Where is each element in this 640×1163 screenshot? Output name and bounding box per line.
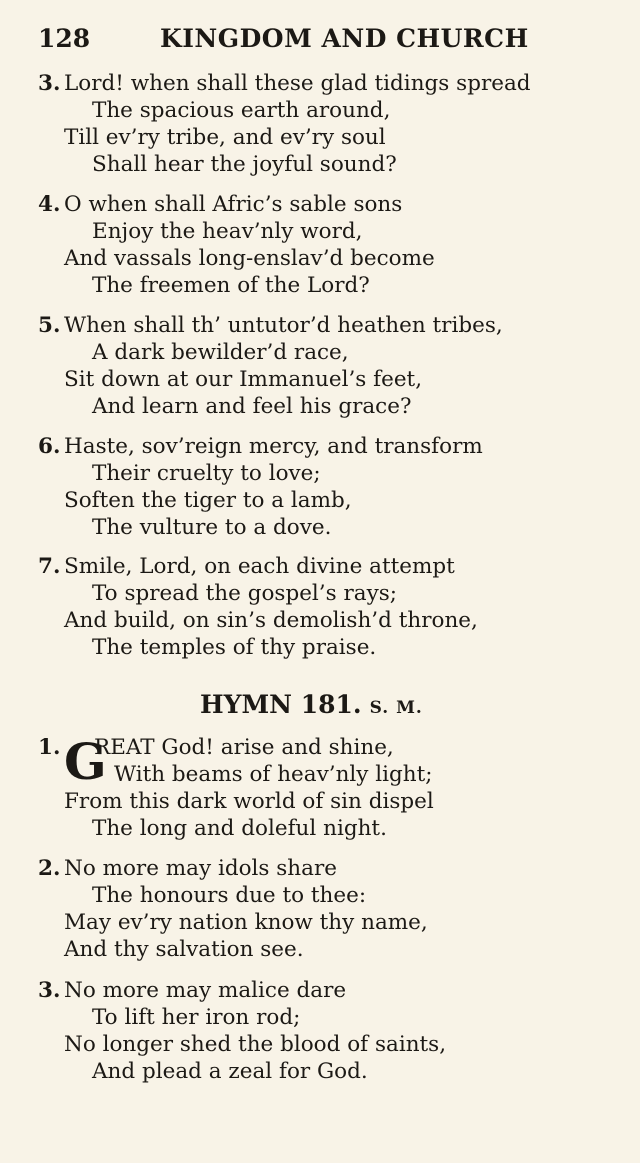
verse-line: No longer shed the blood of saints, [64, 1032, 447, 1057]
verse-line: The spacious earth around, [92, 98, 391, 123]
page-number: 128 [38, 24, 91, 53]
verse-line: With beams of heav’nly light; [114, 762, 433, 787]
verse-line: And thy salvation see. [64, 937, 304, 962]
verse-line: And learn and feel his grace? [92, 394, 412, 419]
verse-number: 3. [38, 978, 61, 1003]
verse-number: 1. [38, 735, 61, 760]
verse-line: No more may malice dare [64, 978, 347, 1003]
running-title: KINGDOM AND CHURCH [160, 24, 529, 53]
verse-line: Soften the tiger to a lamb, [64, 488, 352, 513]
verse-line: Shall hear the joyful sound? [92, 152, 397, 177]
hymn-meter: S. M. [369, 698, 423, 718]
verse-number: 2. [38, 856, 61, 881]
verse-4 [38, 191, 598, 299]
verse-line: To spread the gospel’s rays; [92, 581, 398, 606]
verse-line: The long and doleful night. [92, 816, 387, 841]
verse-6 [38, 433, 598, 541]
verse-line: May ev’ry nation know thy name, [64, 910, 428, 935]
verse-line: The vulture to a dove. [92, 515, 332, 540]
hymn-number: HYMN 181. [200, 690, 362, 719]
verse-number: 6. [38, 434, 61, 459]
verse-line: And build, on sin’s demolish’d throne, [64, 608, 478, 633]
verse-line: Smile, Lord, on each divine attempt [64, 554, 455, 579]
verse-number: 3. [38, 71, 61, 96]
verse-line: Their cruelty to love; [92, 461, 321, 486]
verse-line: The freemen of the Lord? [92, 273, 370, 298]
hymn-verse-3 [38, 977, 598, 1085]
verse-7 [38, 553, 598, 661]
verse-line: No more may idols share [64, 856, 337, 881]
verse-line: Sit down at our Immanuel’s feet, [64, 367, 423, 392]
verse-line: O when shall Afric’s sable sons [64, 192, 403, 217]
verse-line: A dark bewilder’d race, [92, 340, 349, 365]
drop-cap: G [64, 732, 107, 791]
verse-line: And vassals long-enslav’d become [64, 246, 435, 271]
page-header [38, 22, 529, 58]
verse-line: Lord! when shall these glad tidings spread [64, 71, 531, 96]
verse-5 [38, 312, 598, 420]
hymn-title [200, 690, 423, 719]
verse-line: Till ev’ry tribe, and ev’ry soul [64, 125, 386, 150]
verse-line: To lift her iron rod; [92, 1005, 301, 1030]
verse-number: 4. [38, 192, 61, 217]
verse-line: When shall th’ untutor’d heathen tribes, [64, 313, 503, 338]
hymn-verse-1 [38, 734, 598, 842]
hymn-verse-2 [38, 855, 598, 963]
verse-line: REAT God! arise and shine, [94, 735, 394, 760]
verse-number: 7. [38, 554, 61, 579]
verse-line: From this dark world of sin dispel [64, 789, 434, 814]
verse-line: Haste, sov’reign mercy, and transform [64, 434, 483, 459]
verse-line: The honours due to thee: [92, 883, 367, 908]
verse-line: Enjoy the heav’nly word, [92, 219, 363, 244]
verse-3 [38, 70, 598, 178]
verse-number: 5. [38, 313, 61, 338]
verse-line: The temples of thy praise. [92, 635, 377, 660]
verse-line: And plead a zeal for God. [92, 1059, 368, 1084]
